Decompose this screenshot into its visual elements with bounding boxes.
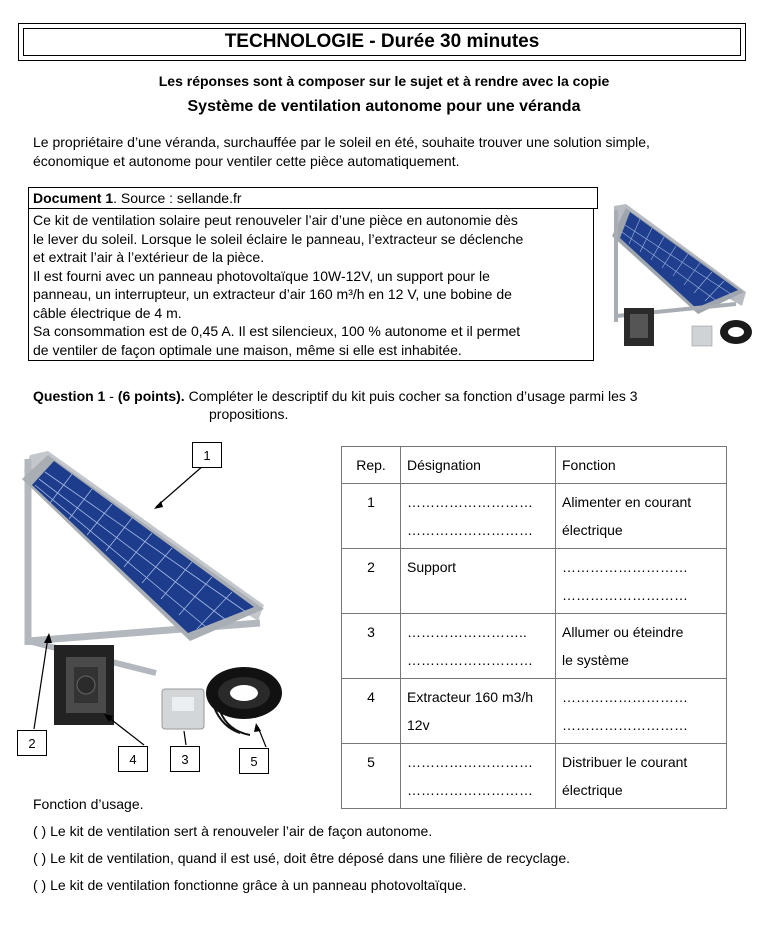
document-line: et extrait l’air à l’extérieur de la pièce. — [33, 249, 265, 265]
rep-cell: 3 — [342, 614, 401, 679]
page-title: TECHNOLOGIE - Durée 30 minutes — [23, 28, 741, 56]
table-header-row — [342, 447, 727, 484]
question-label: Question 1 — [33, 388, 106, 404]
designation-cell — [401, 549, 556, 614]
designation-cell[interactable] — [401, 744, 556, 809]
document-line: câble électrique de 4 m. — [33, 304, 182, 321]
rep-cell: 5 — [342, 744, 401, 809]
fonction-line: Distribuer le courant — [562, 754, 688, 770]
kit-table — [341, 446, 727, 809]
fonction-line: Allumer ou éteindre — [562, 624, 684, 640]
header-frame — [18, 23, 746, 61]
document-line: Ce kit de ventilation solaire peut renouveler l’air d’une pièce en autonomie dès — [33, 212, 518, 228]
intro-line: Le propriétaire d’une véranda, surchauffée par le soleil en été, souhaite trouver une solution simple, — [33, 134, 650, 150]
designation-line: ……………………… — [407, 652, 533, 668]
solar-kit-photo-small — [606, 196, 756, 356]
question-1 — [33, 387, 733, 423]
designation-line: ……………………… — [407, 782, 533, 798]
document-body — [28, 208, 594, 361]
rep-cell: 1 — [342, 484, 401, 549]
header-rep: Rep. — [342, 447, 401, 484]
fonction-line: ……………………… — [562, 559, 688, 575]
fonction-cell — [556, 484, 727, 549]
solar-kit-illustration — [14, 445, 314, 785]
designation-line: 12v — [407, 717, 430, 733]
fonction-line: ……………………… — [562, 689, 688, 705]
header-designation: Désignation — [401, 447, 556, 484]
document-line: Sa consommation est de 0,45 A. Il est silencieux, 100 % autonome et il permet — [33, 323, 521, 339]
designation-line: ……………………… — [407, 754, 533, 770]
fonction-line: électrique — [562, 522, 623, 538]
rep-cell: 2 — [342, 549, 401, 614]
fonction-line: Alimenter en courant — [562, 494, 692, 510]
designation-cell[interactable] — [401, 614, 556, 679]
designation-line: ……………………… — [407, 494, 533, 510]
usage-option-1[interactable]: ( ) Le kit de ventilation sert à renouveler l’air de façon autonome. — [33, 823, 433, 839]
usage-heading: Fonction d’usage. — [33, 796, 144, 812]
document-line: panneau, un interrupteur, un extracteur d’air 160 m³/h en 12 V, une bobine de — [33, 286, 512, 302]
rep-cell: 4 — [342, 679, 401, 744]
document-line: de ventiler de façon optimale une maison, même si elle est inhabitée. — [33, 341, 462, 358]
usage-option-2[interactable]: ( ) Le kit de ventilation, quand il est usé, doit être déposé dans une filière de recyclage. — [33, 850, 570, 866]
callout-3: 3 — [170, 746, 200, 772]
question-points: (6 points). — [117, 388, 185, 404]
question-dash: - — [105, 388, 118, 404]
designation-line: Support — [407, 559, 457, 575]
table-row — [342, 679, 727, 744]
intro-paragraph — [33, 133, 743, 171]
fonction-cell[interactable] — [556, 549, 727, 614]
callout-4: 4 — [118, 746, 148, 772]
instructions: Les réponses sont à composer sur le sujet et à rendre avec la copie — [158, 73, 610, 89]
document-header — [28, 187, 598, 209]
fonction-line: ……………………… — [562, 587, 688, 603]
designation-cell[interactable] — [401, 484, 556, 549]
table-row — [342, 484, 727, 549]
document-label: Document 1 — [33, 190, 114, 206]
fonction-cell — [556, 614, 727, 679]
subject-title: Système de ventilation autonome pour une véranda — [187, 98, 581, 115]
document-line: le lever du soleil. Lorsque le soleil éclaire le panneau, l’extracteur se déclenche — [33, 230, 524, 247]
table-row — [342, 744, 727, 809]
usage-option-3[interactable]: ( ) Le kit de ventilation fonctionne grâce à un panneau photovoltaïque. — [33, 877, 467, 893]
question-text: Compléter le descriptif du kit puis cocher sa fonction d’usage parmi les 3 — [184, 388, 638, 404]
document-source: . Source : sellande.fr — [113, 190, 242, 206]
fonction-cell — [556, 744, 727, 809]
fonction-line: le système — [562, 652, 629, 668]
designation-line: Extracteur 160 m3/h — [407, 689, 534, 705]
designation-line: ……………………… — [407, 522, 533, 538]
callout-2: 2 — [17, 730, 47, 756]
designation-line: …………………….. — [407, 624, 527, 640]
callout-5: 5 — [239, 748, 269, 774]
callout-1: 1 — [192, 442, 222, 468]
header-fonction: Fonction — [556, 447, 727, 484]
fonction-line: ……………………… — [562, 717, 688, 733]
fonction-cell[interactable] — [556, 679, 727, 744]
fonction-line: électrique — [562, 782, 623, 798]
designation-cell — [401, 679, 556, 744]
table-row — [342, 614, 727, 679]
intro-line: économique et autonome pour ventiler cette pièce automatiquement. — [33, 153, 460, 169]
table-row — [342, 549, 727, 614]
document-line: Il est fourni avec un panneau photovoltaïque 10W-12V, un support pour le — [33, 267, 490, 284]
question-text-continued: propositions. — [209, 406, 289, 422]
